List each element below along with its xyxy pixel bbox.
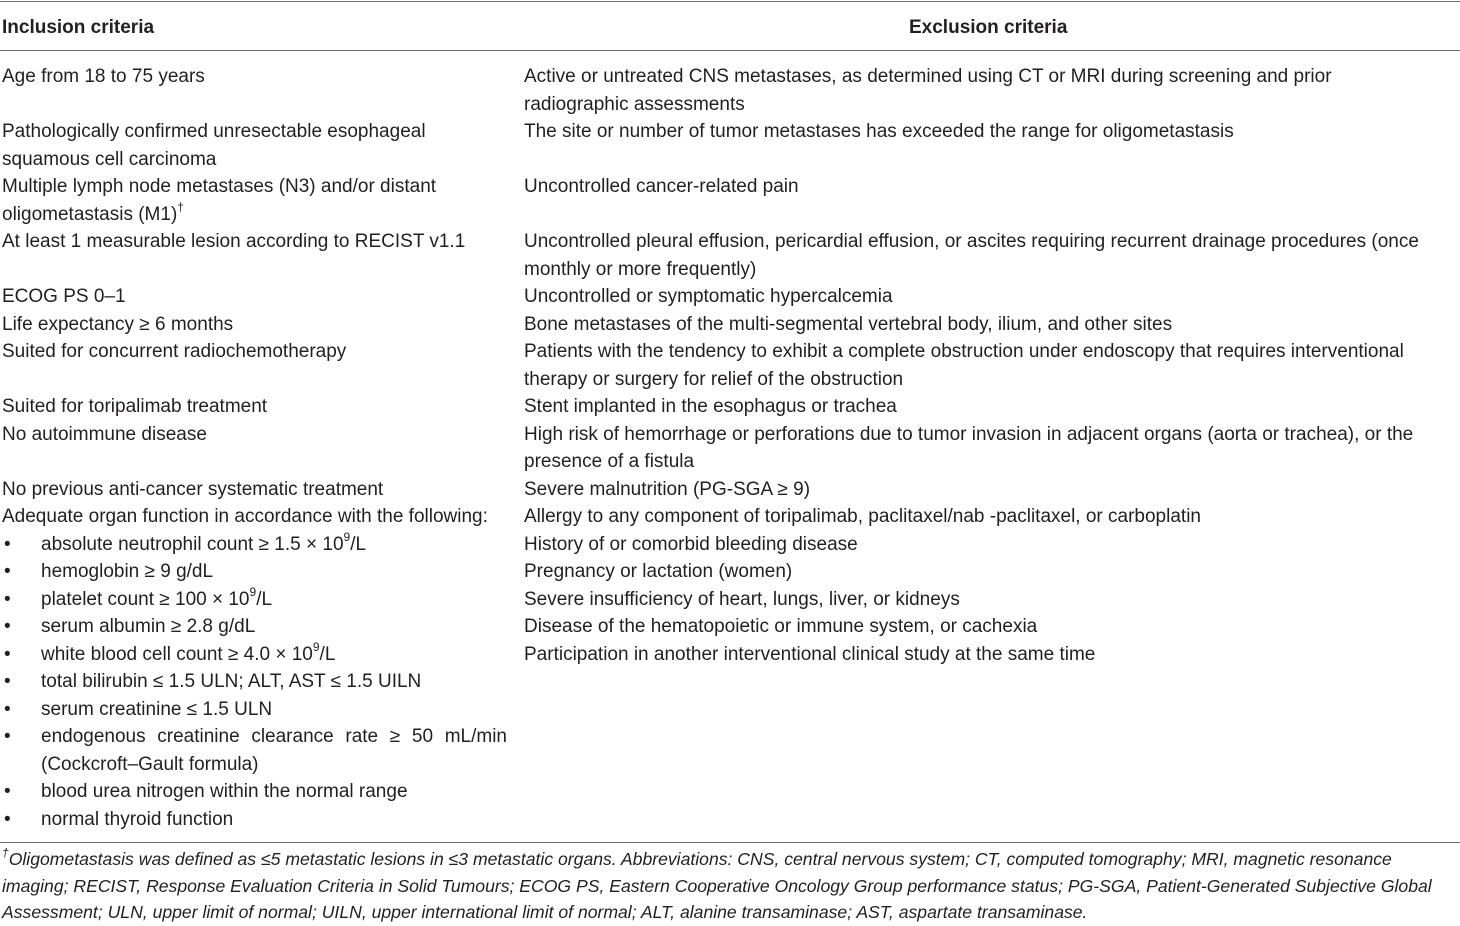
bullet: • <box>4 533 11 555</box>
exclusion-row: History of or comorbid bleeding disease <box>524 533 858 555</box>
exclusion-row: Active or untreated CNS metastases, as determined using CT or MRI during screening and prior <box>524 66 1332 87</box>
dagger-marker: † <box>177 200 184 215</box>
inclusion-row: Suited for toripalimab treatment <box>2 396 268 417</box>
exclusion-row: Severe insufficiency of heart, lungs, liver, or kidneys <box>524 588 960 610</box>
exclusion-row: High risk of hemorrhage or perforations due to tumor invasion in adjacent organs (aorta or trachea), or the <box>524 423 1414 445</box>
bullet: • <box>4 726 11 747</box>
exclusion-row: Stent implanted in the esophagus or trachea <box>524 396 897 417</box>
inclusion-row: ECOG PS 0–1 <box>2 286 126 307</box>
inclusion-row: Multiple lymph node metastases (N3) and/or distant <box>2 176 437 197</box>
inclusion-row: Adequate organ function in accordance with the following: <box>2 506 488 527</box>
bullet: • <box>4 616 11 637</box>
inclusion-row: Life expectancy ≥ 6 months <box>2 313 234 335</box>
exclusion-row: Participation in another interventional clinical study at the same time <box>524 643 1096 665</box>
bullet: • <box>4 643 11 665</box>
bullet: • <box>4 698 11 720</box>
exclusion-row: presence of a fistula <box>524 451 695 472</box>
inclusion-row: Age from 18 to 75 years <box>2 66 205 87</box>
inclusion-row: Pathologically confirmed unresectable esophageal <box>2 121 426 142</box>
exclusion-row: therapy or surgery for relief of the obstruction <box>524 368 904 390</box>
exclusion-row: radiographic assessments <box>524 93 745 115</box>
inclusion-row: oligometastasis (M1)† <box>2 200 184 225</box>
bullet: • <box>4 561 11 582</box>
exclusion-row: Disease of the hematopoietic or immune system, or cachexia <box>524 616 1038 637</box>
exclusion-row: Severe malnutrition (PG-SGA ≥ 9) <box>524 478 811 500</box>
table-header-rule <box>0 50 1460 51</box>
exclusion-row: Patients with the tendency to exhibit a complete obstruction under endoscopy that requires interventional <box>524 341 1404 362</box>
table-footnote: †Oligometastasis was defined as ≤5 metastatic lesions in ≤3 metastatic organs. Abbreviations: CNS, central nervous system; CT, computed tomography; MRI, magnetic resonance imaging; RECIST, Response Evaluation Criteria in Solid Tumours; ECOG PS, Eastern Cooperative Oncology Group performance status; PG-SGA, Patient-Generated Subjective Global Assessment; ULN, upper limit of normal; UILN, upper international limit of normal; ALT, alanine transaminase; AST, aspartate transaminase. <box>2 846 1432 922</box>
inclusion-row: At least 1 measurable lesion according to RECIST v1.1 <box>2 231 466 252</box>
exclusion-header: Exclusion criteria <box>909 17 1068 38</box>
bullet: • <box>4 671 11 692</box>
inclusion-row: squamous cell carcinoma <box>2 148 217 170</box>
exclusion-row: The site or number of tumor metastases has exceeded the range for oligometastasis <box>524 121 1234 142</box>
exclusion-row: monthly or more frequently) <box>524 258 757 280</box>
inclusion-row: Suited for concurrent radiochemotherapy <box>2 341 347 362</box>
bullet: • <box>4 808 11 830</box>
exclusion-row: Bone metastases of the multi-segmental vertebral body, ilium, and other sites <box>524 313 1173 335</box>
bullet: • <box>4 588 11 610</box>
exclusion-row: Allergy to any component of toripalimab, paclitaxel/nab -paclitaxel, or carboplatin <box>524 506 1201 527</box>
table-bottom-rule <box>0 842 1460 843</box>
inclusion-row: No autoimmune disease <box>2 423 207 445</box>
exclusion-row: Uncontrolled or symptomatic hypercalcemia <box>524 286 893 307</box>
bullet: • <box>4 781 11 802</box>
inclusion-row: No previous anti-cancer systematic treatment <box>2 478 384 500</box>
exclusion-row: Pregnancy or lactation (women) <box>524 561 793 582</box>
inclusion-header: Inclusion criteria <box>2 17 155 38</box>
exclusion-row: Uncontrolled cancer-related pain <box>524 176 799 197</box>
table-top-rule <box>0 1 1460 2</box>
footnote-dagger: † <box>2 846 9 861</box>
exclusion-row: Uncontrolled pleural effusion, pericardial effusion, or ascites requiring recurrent drainage procedures (once <box>524 231 1419 252</box>
